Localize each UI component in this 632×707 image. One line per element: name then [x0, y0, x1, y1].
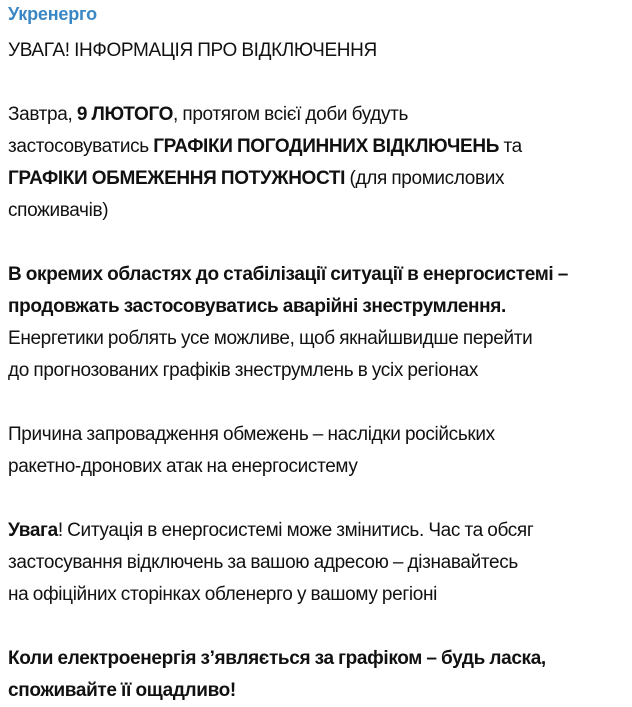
attention-line-2: застосування відключень за вашою адресою – дізнавайтесь: [8, 552, 518, 573]
reason-line-2: ракетно-дронових атак на енергосистему: [8, 456, 358, 477]
power-limit-bold: ГРАФІКИ ОБМЕЖЕННЯ ПОТУЖНОСТІ: [8, 168, 346, 189]
sender-name[interactable]: Укренерго: [8, 4, 97, 24]
emergency-line-4: до прогнозованих графіків знеструмлень в усіх регіонах: [8, 360, 479, 381]
text: застосовуватись: [8, 136, 154, 157]
title-text: УВАГА! ІНФОРМАЦІЯ ПРО ВІДКЛЮЧЕННЯ: [8, 40, 377, 61]
text: та: [499, 136, 522, 157]
text: ! Ситуація в енергосистемі може змінитись. Час та обсяг: [57, 520, 534, 541]
emergency-line-3: Енергетики роблять усе можливе, щоб якнайшвидше перейти: [8, 328, 533, 349]
message-title: [8, 35, 624, 67]
emergency-line-2: продовжать застосовуватись аварійні знеструмлення.: [8, 296, 506, 317]
schedule-line-1: [8, 99, 624, 131]
emergency-line-1: В окремих областях до стабілізації ситуації в енергосистемі –: [8, 264, 568, 285]
schedule-line-4: споживачів): [8, 200, 109, 221]
date-bold: 9 ЛЮТОГО: [76, 104, 174, 125]
save-energy-line-2: споживайте її ощадливо!: [8, 680, 236, 701]
paragraph-save-energy: [8, 643, 624, 707]
attention-line-3: на офіційних сторінках обленерго у вашому регіоні: [8, 584, 438, 605]
text: , протягом всієї доби будуть: [173, 104, 409, 125]
text: (для промислових: [345, 168, 505, 189]
attention-bold: Увага: [8, 520, 58, 541]
paragraph-emergency: [8, 259, 624, 387]
paragraph-gap: [8, 387, 624, 419]
schedule-line-2: [8, 131, 624, 163]
text: Завтра,: [8, 104, 77, 125]
paragraph-reason: [8, 419, 624, 483]
schedule-line-3: [8, 163, 624, 195]
paragraph-gap: [8, 611, 624, 643]
paragraph-gap: [8, 67, 624, 99]
attention-line-1: [8, 515, 624, 547]
paragraph-gap: [8, 483, 624, 515]
paragraph-schedule: [8, 99, 624, 227]
paragraph-attention: [8, 515, 624, 611]
paragraph-gap: [8, 227, 624, 259]
reason-line-1: Причина запровадження обмежень – наслідки російських: [8, 424, 495, 445]
hourly-outage-bold: ГРАФІКИ ПОГОДИННИХ ВІДКЛЮЧЕНЬ: [153, 136, 500, 157]
save-energy-line-1: Коли електроенергія з’являється за графіком – будь ласка,: [8, 648, 546, 669]
message-bubble: [0, 1, 632, 707]
